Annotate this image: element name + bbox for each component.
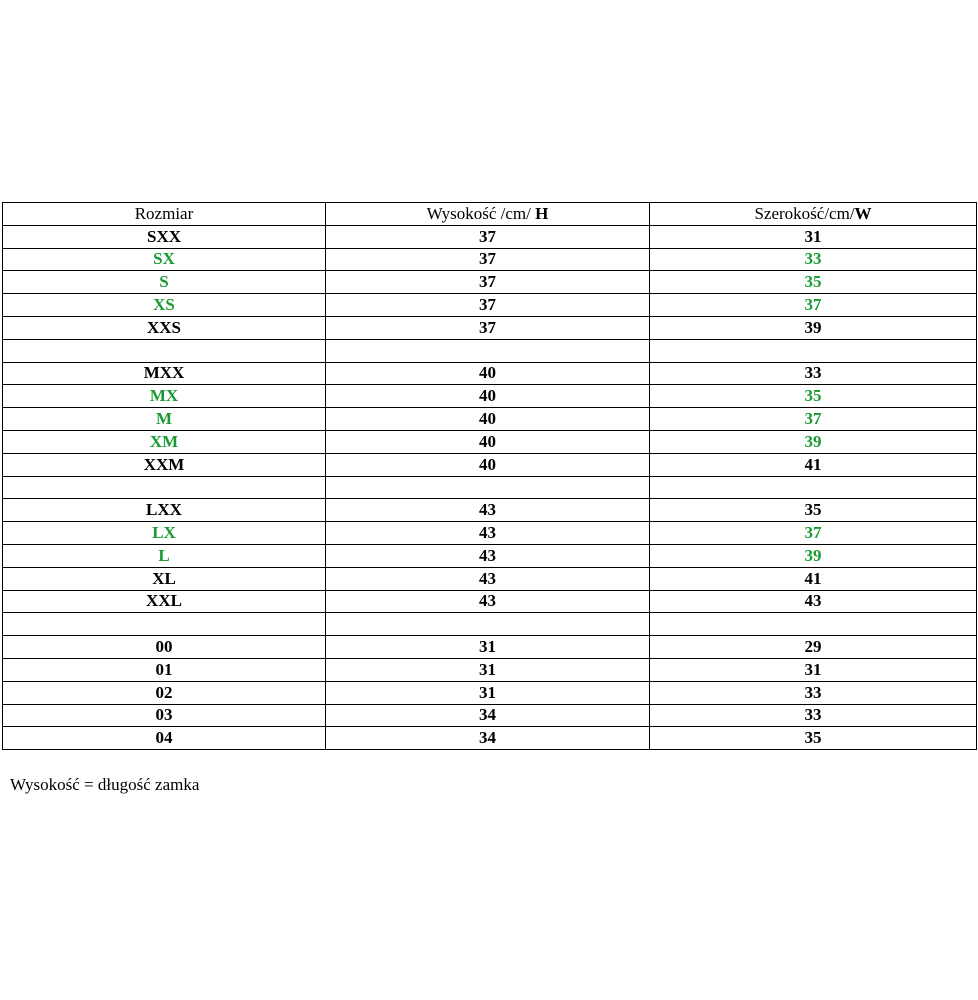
size-cell: SXX: [3, 225, 326, 248]
width-cell: [650, 476, 977, 499]
width-cell: 35: [650, 727, 977, 750]
height-cell: [326, 613, 650, 636]
height-cell: 40: [326, 408, 650, 431]
width-cell: 39: [650, 430, 977, 453]
table-row: [3, 271, 977, 294]
width-header-letter: W: [854, 203, 872, 223]
size-cell: M: [3, 408, 326, 431]
height-cell: 40: [326, 362, 650, 385]
table-row: [3, 294, 977, 317]
size-table-body: [3, 225, 977, 749]
size-cell: [3, 339, 326, 362]
size-cell: XXS: [3, 316, 326, 339]
height-cell: 37: [326, 294, 650, 317]
height-cell: 37: [326, 225, 650, 248]
size-cell: [3, 476, 326, 499]
table-row: [3, 522, 977, 545]
height-cell: 40: [326, 430, 650, 453]
table-row: [3, 636, 977, 659]
height-cell: 34: [326, 704, 650, 727]
height-cell: [326, 476, 650, 499]
size-cell: XXL: [3, 590, 326, 613]
size-cell: L: [3, 544, 326, 567]
spacer-row: [3, 476, 977, 499]
table-row: [3, 499, 977, 522]
size-table-header: [3, 203, 977, 226]
size-cell: XS: [3, 294, 326, 317]
table-row: [3, 590, 977, 613]
size-cell: [3, 613, 326, 636]
size-cell: 04: [3, 727, 326, 750]
height-cell: 43: [326, 590, 650, 613]
height-cell: [326, 339, 650, 362]
size-cell: LX: [3, 522, 326, 545]
footnote: Wysokość = długość zamka: [10, 775, 200, 794]
width-cell: 31: [650, 225, 977, 248]
height-cell: 40: [326, 453, 650, 476]
width-cell: 29: [650, 636, 977, 659]
width-cell: 33: [650, 248, 977, 271]
size-column-header: Rozmiar: [3, 203, 326, 226]
table-row: [3, 225, 977, 248]
spacer-row: [3, 613, 977, 636]
width-cell: 39: [650, 316, 977, 339]
width-cell: 37: [650, 522, 977, 545]
height-cell: 43: [326, 522, 650, 545]
width-cell: [650, 339, 977, 362]
size-cell: 03: [3, 704, 326, 727]
height-cell: 37: [326, 316, 650, 339]
size-cell: XL: [3, 567, 326, 590]
width-cell: 33: [650, 362, 977, 385]
size-cell: 02: [3, 681, 326, 704]
height-header-text: Wysokość /cm/: [426, 203, 536, 223]
width-cell: 41: [650, 453, 977, 476]
table-row: [3, 408, 977, 431]
size-table: [2, 202, 977, 750]
height-cell: 43: [326, 499, 650, 522]
table-row: [3, 385, 977, 408]
size-cell: 00: [3, 636, 326, 659]
height-cell: 31: [326, 636, 650, 659]
height-cell: 34: [326, 727, 650, 750]
width-cell: 43: [650, 590, 977, 613]
width-cell: 35: [650, 499, 977, 522]
size-cell: SX: [3, 248, 326, 271]
height-cell: 31: [326, 681, 650, 704]
width-cell: 37: [650, 294, 977, 317]
table-row: [3, 362, 977, 385]
width-cell: [650, 613, 977, 636]
height-cell: 40: [326, 385, 650, 408]
size-cell: 01: [3, 658, 326, 681]
size-cell: XXM: [3, 453, 326, 476]
height-header-letter: H: [535, 203, 549, 223]
width-cell: 35: [650, 385, 977, 408]
width-cell: 39: [650, 544, 977, 567]
size-cell: LXX: [3, 499, 326, 522]
height-cell: 43: [326, 544, 650, 567]
header-row: [3, 203, 977, 226]
height-cell: 37: [326, 271, 650, 294]
spacer-row: [3, 339, 977, 362]
width-column-header: [650, 203, 977, 226]
width-cell: 33: [650, 681, 977, 704]
width-cell: 41: [650, 567, 977, 590]
height-cell: 43: [326, 567, 650, 590]
height-cell: 37: [326, 248, 650, 271]
width-cell: 31: [650, 658, 977, 681]
table-row: [3, 316, 977, 339]
width-cell: 37: [650, 408, 977, 431]
table-row: [3, 544, 977, 567]
table-row: [3, 453, 977, 476]
height-column-header: [326, 203, 650, 226]
table-row: [3, 681, 977, 704]
width-cell: 33: [650, 704, 977, 727]
size-cell: MXX: [3, 362, 326, 385]
size-cell: MX: [3, 385, 326, 408]
size-cell: S: [3, 271, 326, 294]
width-header-text: Szerokość/cm/: [754, 203, 855, 223]
width-cell: 35: [650, 271, 977, 294]
size-cell: XM: [3, 430, 326, 453]
table-row: [3, 248, 977, 271]
table-row: [3, 430, 977, 453]
height-cell: 31: [326, 658, 650, 681]
table-row: [3, 658, 977, 681]
table-row: [3, 727, 977, 750]
table-row: [3, 567, 977, 590]
table-row: [3, 704, 977, 727]
